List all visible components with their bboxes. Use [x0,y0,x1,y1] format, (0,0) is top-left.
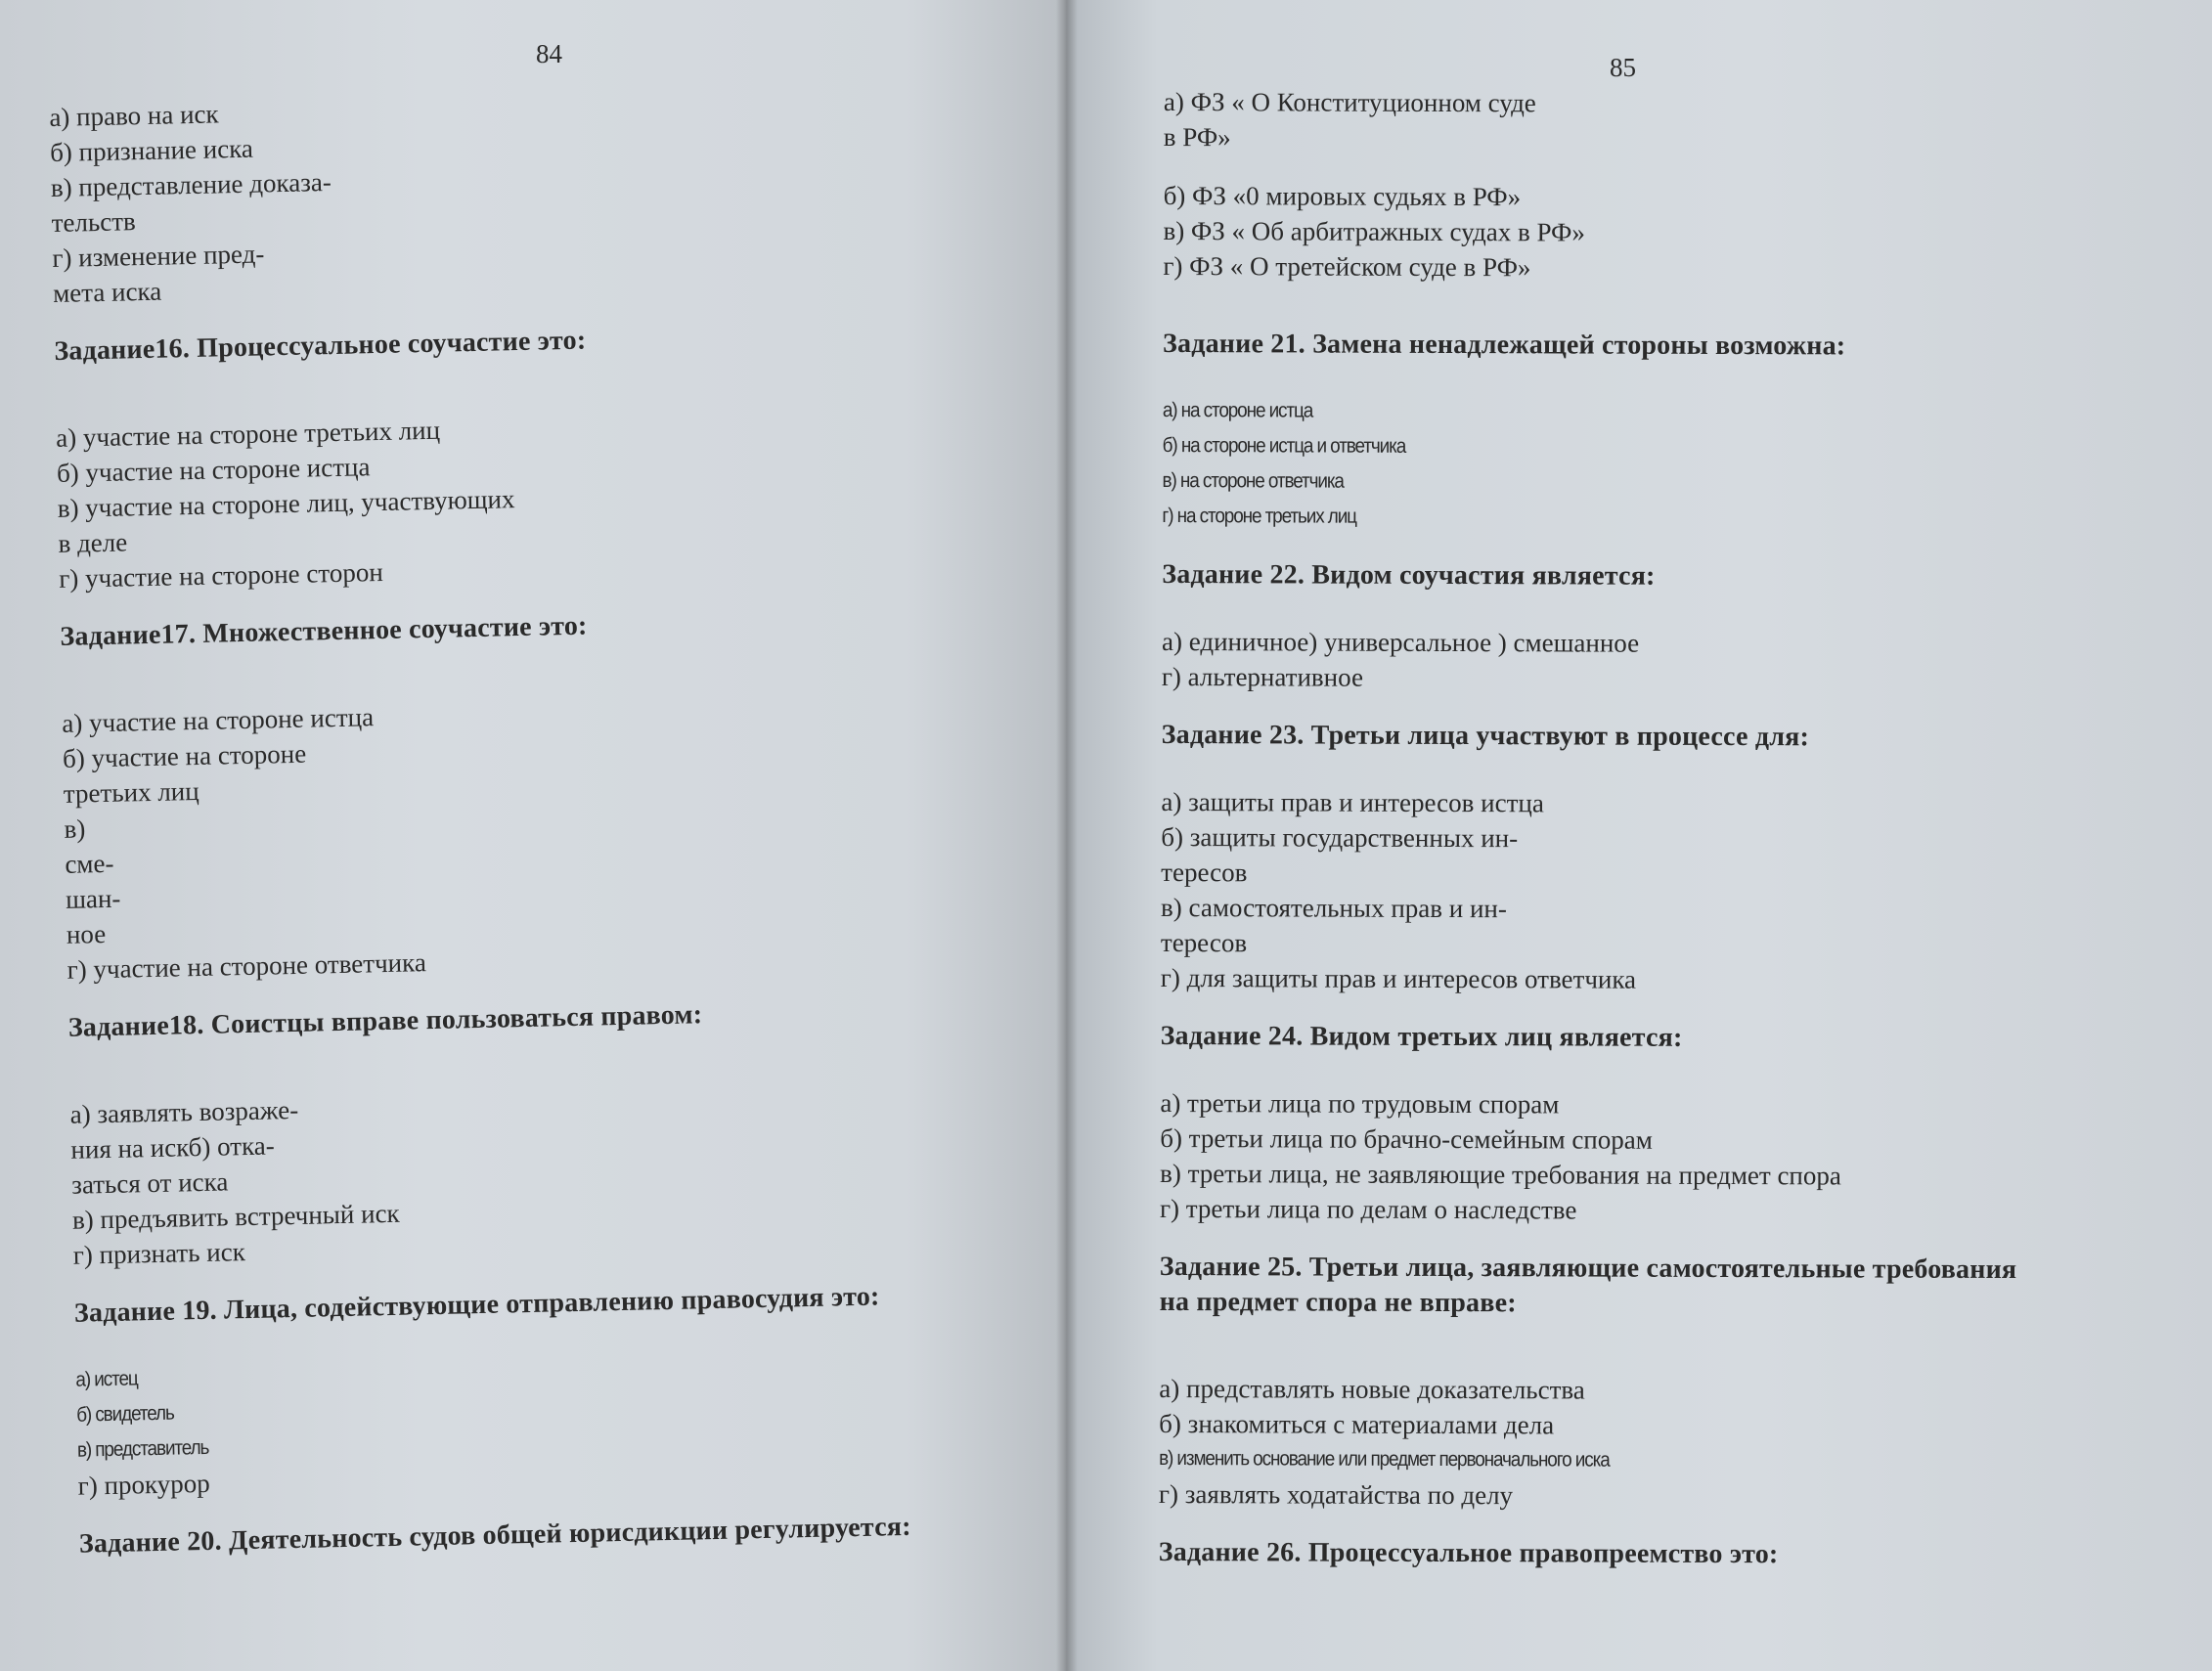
page-number-right: 85 [1610,53,1636,82]
list-item: б) на стороне истца и ответчика [1162,433,1406,458]
task-title: Задание 19. Лица, содействующие отправлению правосудия это: [73,1281,880,1329]
list-item: а) право на иск [49,99,219,132]
list-item: б) свидетель [75,1401,174,1427]
list-item: а) истец [75,1367,138,1391]
page-number-left: 84 [536,39,562,68]
task-title-continued: на предмет спора не вправе: [1159,1286,1517,1319]
list-item: третьих лиц [63,775,199,809]
right-page-content [1159,84,2190,1582]
task-title: Задание 24. Видом третьих лиц является: [1160,1020,1683,1053]
list-item: а) единичное) универсальное ) смешанное [1161,626,1640,658]
list-item: в) на стороне ответчика [1162,468,1344,493]
list-item: б) третьи лица по брачно-семейным спорам [1160,1122,1653,1155]
task-title: Задание 21. Замена ненадлежащей стороны возможна: [1163,328,1846,362]
list-item: в) третьи лица, не заявляющие требования на предмет спора [1160,1158,1841,1191]
list-item: а) заявлять возраже- [69,1094,299,1129]
task-18 [68,990,1051,1273]
list-item: а) представлять новые доказательства [1159,1373,1585,1405]
list-item: мета иска [52,276,162,308]
list-item: в) участие на стороне лиц, участвующих [57,484,515,523]
task-17 [60,599,1045,988]
list-item: а) ФЗ « О Конституционном суде [1163,86,1536,118]
task-title: Задание 25. Третьи лица, заявляющие самостоятельные требования [1159,1251,2017,1286]
list-item: б) ФЗ «0 мировых судьях в РФ» [1163,180,1522,212]
list-item: г) участие на стороне сторон [58,556,384,594]
list-item: а) защиты прав и интересов истца [1161,786,1544,818]
list-item: в) [64,814,86,844]
list-item: г) на стороне третьих лиц [1162,504,1356,528]
list-item: в) представитель [76,1435,209,1462]
list-item: б) знакомиться с материалами дела [1159,1408,1555,1440]
task-21 [1162,327,2190,538]
list-item: в) самостоятельных прав и ин- [1161,892,1507,924]
task-title: Задание 26. Процессуальное правопреемство это: [1158,1536,1779,1570]
right-page [1066,0,2212,1671]
list-item: ное [66,918,107,949]
list-item: г) прокурор [77,1468,210,1501]
list-item: тересов [1160,927,1248,958]
list-item: а) участие на стороне третьих лиц [55,415,441,453]
list-item: а) на стороне истца [1162,398,1313,422]
intro-options-left [49,79,1031,311]
task-24 [1160,1019,2188,1230]
task-23 [1161,718,2189,999]
task-title: Задание17. Множественное соучастие это: [60,610,588,652]
task-16 [54,314,1037,596]
list-item: г) для защиты прав и интересов ответчика [1160,962,1637,994]
list-item: ния на искб) отка- [70,1130,276,1165]
task-22 [1162,557,2189,698]
list-item: г) изменение пред- [52,239,265,273]
task-26 [1159,1535,2186,1574]
list-item: г) участие на стороне ответчика [66,947,427,985]
list-item: в) предъявить встречный иск [71,1198,400,1235]
list-item: б) защиты государственных ин- [1161,821,1519,854]
list-item: б) участие на стороне [62,738,307,773]
task-title: Задание 23. Третьи лица участвуют в процессе для: [1161,719,1810,753]
list-item: в) ФЗ « Об арбитражных судах в РФ» [1163,215,1585,247]
list-item: в) представление доказа- [50,166,332,202]
book-gutter-shadow [1056,0,1078,1671]
list-item: б) участие на стороне истца [56,452,371,488]
left-page [0,0,1066,1671]
task-19 [74,1276,1056,1504]
intro-options-right [1163,84,2190,287]
list-item: г) альтернативное [1161,661,1364,692]
list-item: тельств [51,206,137,238]
list-item: в РФ» [1163,121,1231,153]
task-25 [1159,1250,2187,1516]
list-item: в) изменить основание или предмет первоначального иска [1159,1446,1610,1472]
task-title: Задание 20. Деятельность судов общей юрисдикции регулируется: [78,1511,911,1560]
left-page-content [49,79,1057,1570]
list-item: сме- [65,848,114,879]
list-item: г) третьи лица по делам о наследстве [1159,1193,1577,1225]
list-item: заться от иска [70,1166,229,1200]
list-item: а) участие на стороне истца [62,702,375,738]
list-item: б) признание иска [49,133,254,167]
list-item: г) признать иск [72,1237,246,1270]
task-title: Задание 22. Видом соучастия является: [1162,558,1656,592]
task-title: Задание18. Соистцы вправе пользоваться правом: [67,999,703,1043]
list-item: в деле [58,527,128,558]
list-item: а) третьи лица по трудовым спорам [1160,1087,1560,1120]
task-title: Задание16. Процессуальное соучастие это: [54,325,587,367]
list-item: г) заявлять ходатайства по делу [1158,1478,1514,1511]
list-item: г) ФЗ « О третейском суде в РФ» [1163,250,1531,283]
list-item: тересов [1161,857,1248,888]
list-item: шан- [65,883,121,914]
